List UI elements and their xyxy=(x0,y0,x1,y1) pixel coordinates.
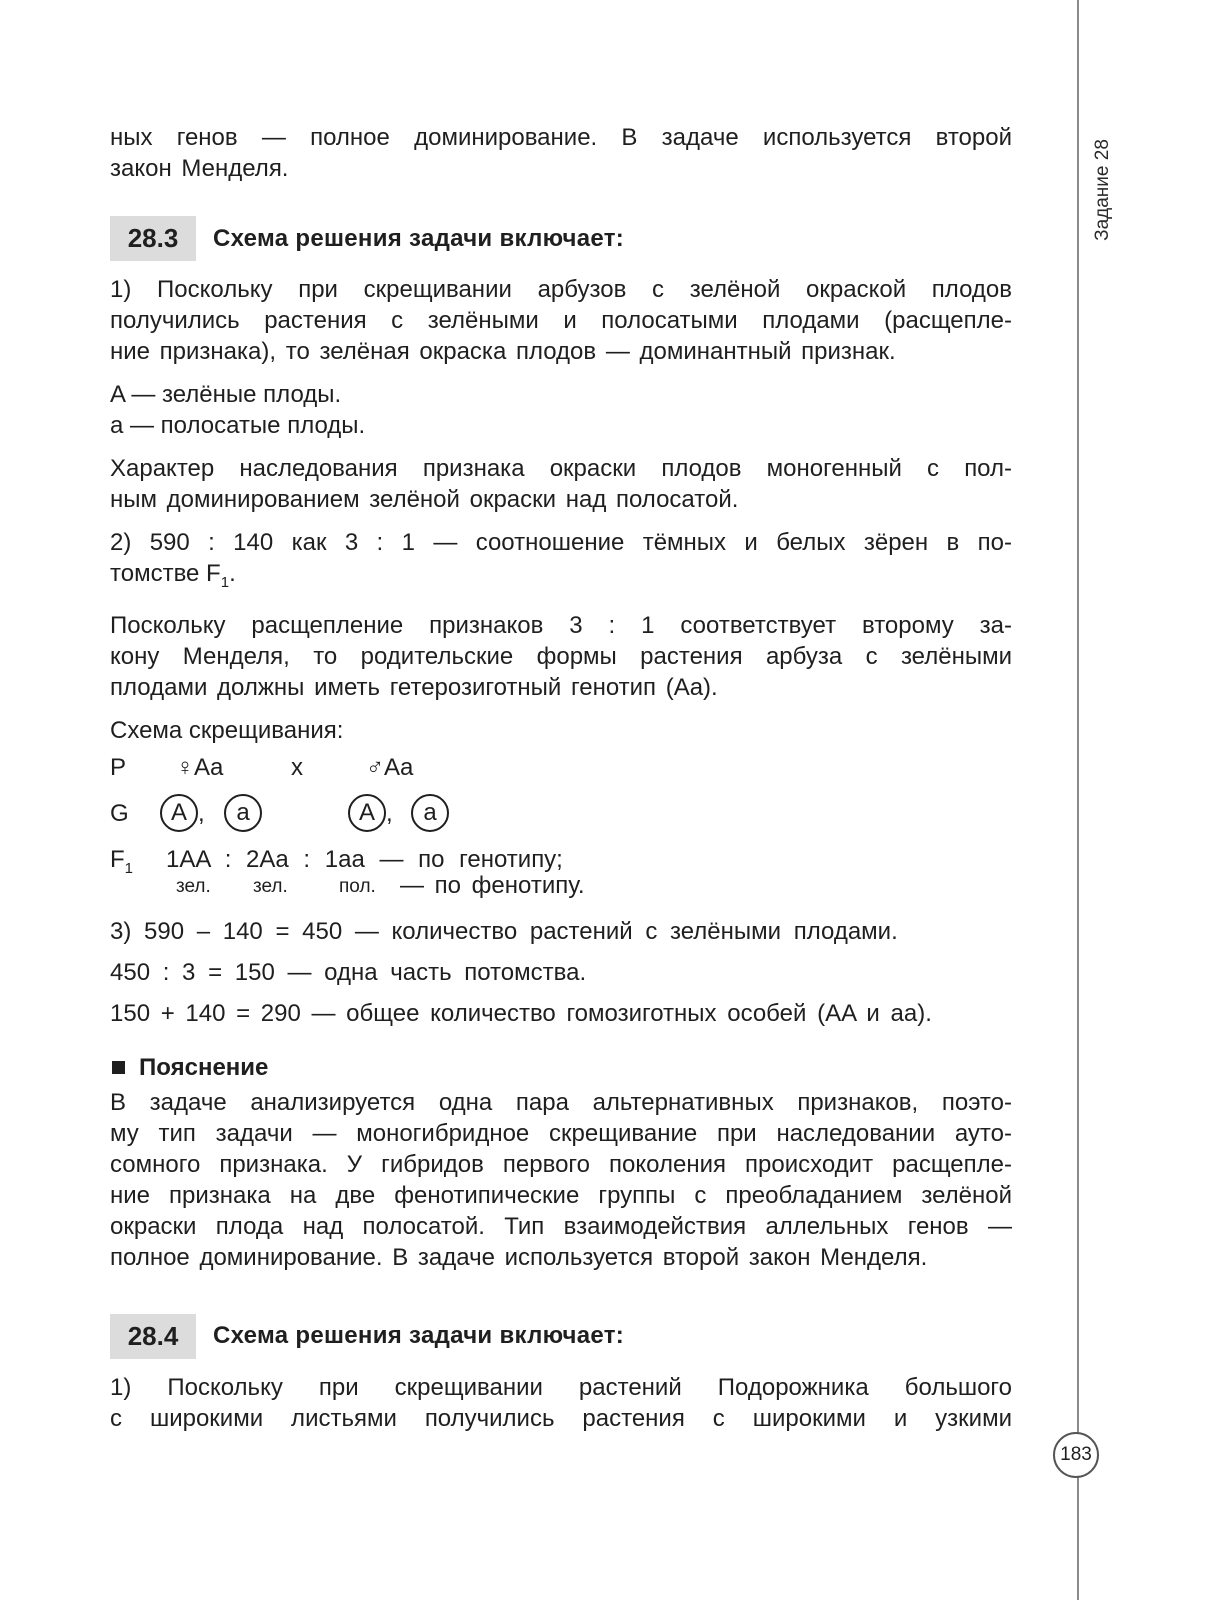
phenotype-label: пол. xyxy=(339,875,376,897)
paragraph-line: Поскольку расщепление признаков 3 : 1 соответствует второму за- xyxy=(110,611,1012,639)
generation-label: G xyxy=(110,799,129,827)
paragraph-line: с широкими листьями получились растения с широкими и узкими xyxy=(110,1404,1012,1432)
paragraph-line: 2) 590 : 140 как 3 : 1 — соотношение тёмных и белых зёрен в по- xyxy=(110,529,1012,556)
gamete-circle: A xyxy=(348,794,386,832)
allele-recessive: a — полосатые плоды. xyxy=(110,412,366,439)
gamete-circle: a xyxy=(224,794,262,832)
paragraph-line: ным доминированием зелёной окраски над полосатой. xyxy=(110,486,739,513)
section-number: 28.3 xyxy=(110,216,196,261)
male-genotype: ♂Aa xyxy=(366,753,414,781)
section-title: Схема решения задачи включает: xyxy=(213,1322,625,1350)
explanation-line: ние признака на две фенотипические группы с преобладанием зелёной xyxy=(110,1181,1012,1209)
paragraph-line: 1) Поскольку при скрещивании арбузов с зелёной окраской плодов xyxy=(110,276,1012,303)
explanation-line: сомного признака. У гибридов первого поколения происходит расщепле- xyxy=(110,1150,1012,1178)
section-number: 28.4 xyxy=(110,1314,196,1359)
paragraph-line: Характер наследования признака окраски плодов моногенный с пол- xyxy=(110,455,1012,482)
explanation-line: му тип задачи — моногибридное скрещивание при наследовании ауто- xyxy=(110,1119,1012,1147)
margin-rule xyxy=(1077,0,1079,1600)
top-line-2: закон Менделя. xyxy=(110,155,289,182)
paragraph-line: ние признака), то зелёная окраска плодов — доминантный признак. xyxy=(110,338,896,365)
calculation-line: 150 + 140 = 290 — общее количество гомозиготных особей (AA и aa). xyxy=(110,999,932,1027)
offspring-genotype-row xyxy=(110,838,1012,877)
female-genotype: ♀Aa xyxy=(176,753,224,781)
explanation-line: окраски плода над полосатой. Тип взаимодействия аллельных генов — xyxy=(110,1212,1012,1240)
paragraph-line: томстве $F_1$. xyxy=(110,560,236,591)
phenotype-label: зел. xyxy=(253,875,288,897)
allele-dominant: A — зелёные плоды. xyxy=(110,381,342,408)
gametes-row xyxy=(110,792,1012,838)
genotype-ratio: 1AA : 2Aa : 1aa — по генотипу; xyxy=(166,845,563,873)
page-number: 183 xyxy=(1053,1432,1099,1478)
cross-scheme xyxy=(110,746,1012,910)
gamete-circle: a xyxy=(411,794,449,832)
explanation-line: полное доминирование. В задаче используется второй закон Менделя. xyxy=(110,1243,928,1271)
gamete-circle: A xyxy=(160,794,198,832)
paragraph-line: плодами должны иметь гетерозиготный генотип (Aa). xyxy=(110,673,718,701)
explanation-heading: Пояснение xyxy=(110,1051,1012,1085)
offspring-phenotype-row xyxy=(110,870,1012,910)
top-line-1: ных генов — полное доминирование. В задаче используется второй xyxy=(110,124,1012,151)
phenotype-ratio: — по фенотипу. xyxy=(400,871,585,899)
cross-sign: x xyxy=(291,753,303,781)
page-content xyxy=(110,122,1012,1434)
paragraph-line: 1) Поскольку при скрещивании растений Подорожника большого xyxy=(110,1373,1012,1401)
explanation-line: В задаче анализируется одна пара альтернативных признаков, поэто- xyxy=(110,1088,1012,1116)
section-side-label: Задание 28 xyxy=(1092,139,1114,241)
calculation-line: 3) 590 – 140 = 450 — количество растений с зелёными плодами. xyxy=(110,917,898,945)
comma: , xyxy=(198,799,205,827)
generation-label: $F_1$ xyxy=(110,845,134,877)
paragraph-line: кону Менделя, то родительские формы растения арбуза с зелёными xyxy=(110,642,1012,670)
paragraph-line: получились растения с зелёными и полосатыми плодами (расщепле- xyxy=(110,307,1012,334)
section-heading-28-3 xyxy=(110,216,1012,261)
calculation-line: 450 : 3 = 150 — одна часть потомства. xyxy=(110,958,587,986)
phenotype-label: зел. xyxy=(176,875,211,897)
parents-row xyxy=(110,746,1012,792)
generation-label: P xyxy=(110,753,127,781)
scheme-title: Схема скрещивания: xyxy=(110,716,344,744)
section-heading-28-4 xyxy=(110,1314,1012,1359)
comma: , xyxy=(386,799,393,827)
square-bullet-icon xyxy=(112,1061,125,1074)
section-title: Схема решения задачи включает: xyxy=(213,224,625,252)
